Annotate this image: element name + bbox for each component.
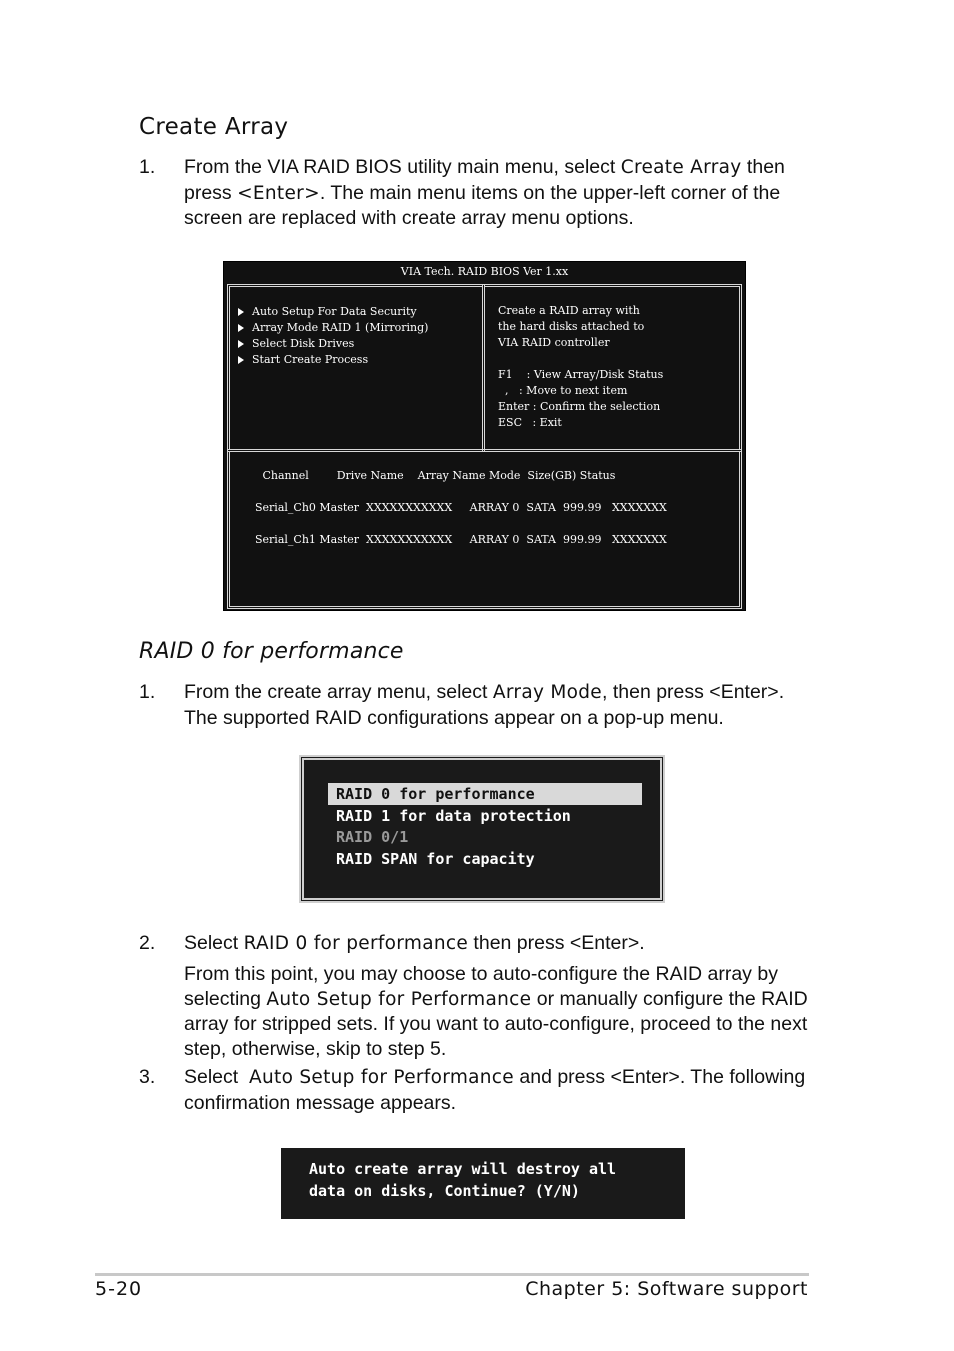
bios-menu-item[interactable] xyxy=(238,353,368,366)
triangle-right-icon xyxy=(238,340,244,348)
step-2 xyxy=(139,931,819,957)
step-3 xyxy=(139,1065,819,1115)
bios-help-line: ESC : Exit xyxy=(498,416,562,429)
popup-item-raid0[interactable]: RAID 0 for performance xyxy=(328,783,642,805)
paragraph-auto-setup xyxy=(184,962,814,1061)
keyword-enter: <Enter> xyxy=(237,182,320,204)
confirm-dialog xyxy=(281,1148,685,1219)
confirm-line: Auto create array will destroy all xyxy=(309,1160,617,1178)
bios-table-row: Serial_Ch1 Master XXXXXXXXXXX ARRAY 0 SATA 999.99 XXXXXXX xyxy=(255,533,667,546)
step-text-post: and press <Enter>. The following confirmation message appears. xyxy=(184,1066,806,1114)
bios-help-line: Enter : Confirm the selection xyxy=(498,400,661,413)
footer-rule xyxy=(95,1273,809,1276)
para-text-pre: From this point, you may choose to auto-configure the RAID array by selecting xyxy=(184,963,778,1010)
step-number: 1. xyxy=(139,681,156,703)
subsection-heading: RAID 0 for performance xyxy=(139,639,404,664)
para-text-post: or manually configure the RAID array for stripped sets. If you want to auto-configure, proceed to the next step, otherwise, skip to step 5. xyxy=(184,987,808,1060)
keyword-auto-setup: Auto Setup for Performance xyxy=(266,988,532,1010)
keyword-create-array: Create Array xyxy=(620,157,742,178)
bios-menu-item[interactable] xyxy=(238,337,354,350)
confirm-line: data on disks, Continue? (Y/N) xyxy=(309,1182,580,1200)
bios-help-line: the hard disks attached to xyxy=(498,320,645,333)
raid-mode-popup xyxy=(299,755,665,903)
step-text-mid: then press xyxy=(184,156,785,204)
step-text xyxy=(184,1065,819,1115)
step-number: 2. xyxy=(139,932,156,954)
step-text-post: then press <Enter>. xyxy=(468,932,645,954)
section-heading: Create Array xyxy=(139,114,289,140)
step-1-array-mode xyxy=(139,680,819,730)
bios-menu-label: Auto Setup For Data Security xyxy=(252,305,417,318)
step-text-post: , then press <Enter>. The supported RAID configurations appear on a pop-up menu. xyxy=(184,681,785,729)
step-text xyxy=(184,680,819,730)
bios-title: VIA Tech. RAID BIOS Ver 1.xx xyxy=(400,265,569,278)
bios-table-row: Serial_Ch0 Master XXXXXXXXXXX ARRAY 0 SATA 999.99 XXXXXXX xyxy=(255,501,667,514)
popup-item-raid1[interactable]: RAID 1 for data protection xyxy=(336,807,571,825)
chapter-title: Chapter 5: Software support xyxy=(525,1278,808,1300)
step-1 xyxy=(139,155,819,231)
keyword-auto-setup: Auto Setup for Performance xyxy=(249,1067,514,1088)
popup-item-span[interactable]: RAID SPAN for capacity xyxy=(336,850,535,868)
bios-menu-label: Select Disk Drives xyxy=(252,337,355,350)
keyword-array-mode: Array Mode xyxy=(492,682,602,703)
triangle-right-icon xyxy=(238,324,244,332)
keyword-raid0: RAID 0 for performance xyxy=(243,933,469,954)
popup-item-raid01: RAID 0/1 xyxy=(336,828,409,846)
triangle-right-icon xyxy=(238,308,244,316)
step-text-post: . The main menu items on the upper-left corner of the screen are replaced with create array menu options. xyxy=(184,181,781,229)
bios-menu-label: Array Mode RAID 1 (Mirroring) xyxy=(252,321,429,334)
bios-help-line: Create a RAID array with xyxy=(498,304,640,317)
step-number: 3. xyxy=(139,1066,156,1088)
page-number: 5-20 xyxy=(95,1278,143,1300)
step-number: 1. xyxy=(139,156,156,178)
step-text-pre: From the VIA RAID BIOS utility main menu, select xyxy=(184,156,621,178)
bios-menu-label: Start Create Process xyxy=(252,353,369,366)
bios-screen xyxy=(223,261,746,611)
triangle-right-icon xyxy=(238,356,244,364)
step-text-pre: From the create array menu, select xyxy=(184,681,493,703)
bios-menu-item[interactable] xyxy=(238,305,417,318)
bios-menu-item[interactable] xyxy=(238,321,428,334)
bios-table-header: Channel Drive Name Array Name Mode Size(GB) Status xyxy=(252,469,616,482)
bios-help-line: VIA RAID controller xyxy=(498,336,610,349)
step-text xyxy=(184,155,819,231)
step-text-pre: Select xyxy=(184,1066,250,1088)
step-text-pre: Select xyxy=(184,932,244,954)
step-text xyxy=(184,931,819,957)
bios-help-line: F1 : View Array/Disk Status xyxy=(498,368,664,381)
bios-help-line: , : Move to next item xyxy=(498,384,628,397)
